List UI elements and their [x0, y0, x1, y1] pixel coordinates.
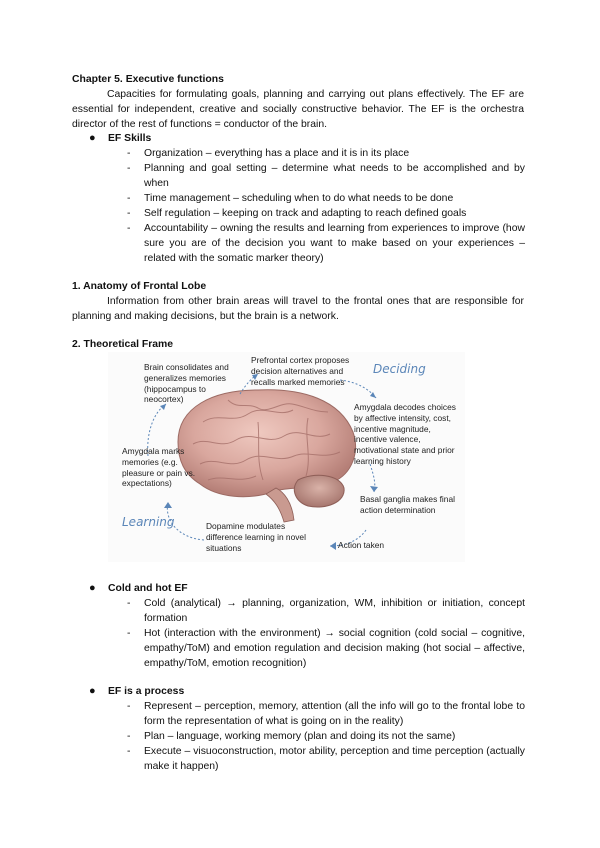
- deciding-label: Deciding: [373, 362, 426, 376]
- dash-icon: -: [127, 746, 131, 757]
- chapter-title: Chapter 5. Executive functions: [72, 74, 224, 85]
- action-taken-label: Action taken: [338, 540, 385, 550]
- list-item: Time management – scheduling when to do what needs to be done: [144, 193, 454, 204]
- dash-icon: -: [127, 701, 131, 712]
- amygdala-decodes-label: Amygdala decodes choices by affective intensity, cost, incentive magnitude, incentive valence, motivational state and prior learning history: [354, 402, 456, 466]
- process-heading: EF is a process: [108, 686, 185, 697]
- dash-icon: -: [127, 598, 131, 609]
- dash-icon: -: [127, 148, 131, 159]
- cold-hot-heading: Cold and hot EF: [108, 583, 188, 594]
- dopamine-label: Dopamine modulates difference learning in novel situations: [206, 521, 306, 553]
- list-item: Accountability – owning the results and learning from experiences to improve (how sure you are of the decision you want to make based on your experiences – related with the somatic marker theory): [144, 223, 525, 264]
- basal-ganglia-label: Basal ganglia makes final action determination: [360, 494, 455, 515]
- ef-skills-heading: EF Skills: [108, 133, 152, 144]
- brainstem-icon: [266, 488, 294, 522]
- list-item: Hot (interaction with the environment) → social cognition (cold social – cognitive, empathy/ToM) and emotion regulation and decision making (hot social – affective, empathy/ToM, emotion recognition): [144, 628, 525, 669]
- list-item: Represent – perception, memory, attention (all the info will go to the frontal lobe to form the representation of what is going on in the reality): [144, 701, 525, 727]
- dash-icon: -: [127, 731, 131, 742]
- learning-label: Learning: [122, 515, 175, 529]
- bullet-icon: ●: [89, 132, 96, 144]
- section-heading-theoretical: 2. Theoretical Frame: [72, 339, 174, 350]
- prefrontal-label: Prefrontal cortex proposes decision alternatives and recalls marked memories: [251, 355, 350, 387]
- list-item: Execute – visuoconstruction, motor ability, perception and time perception (actually make it happen): [144, 746, 525, 772]
- section-heading-anatomy: 1. Anatomy of Frontal Lobe: [72, 281, 207, 292]
- dash-icon: -: [127, 163, 131, 174]
- list-item: Plan – language, working memory (plan and doing its not the same): [144, 731, 456, 742]
- dash-icon: -: [127, 193, 131, 204]
- bullet-icon: ●: [89, 685, 96, 697]
- decision-learning-diagram: [108, 352, 465, 562]
- cerebellum-icon: [294, 475, 344, 507]
- list-item: Planning and goal setting – determine what needs to be accomplished and by when: [144, 163, 525, 189]
- brain-consolidates-label: Brain consolidates and generalizes memories (hippocampus to neocortex): [144, 362, 229, 405]
- dash-icon: -: [127, 208, 131, 219]
- list-item: Self regulation – keeping on track and adapting to reach defined goals: [144, 208, 467, 219]
- dash-icon: -: [127, 223, 131, 234]
- amygdala-marks-label: Amygdala marks memories (e.g. pleasure or pain vs. expectations): [122, 446, 196, 489]
- dash-icon: -: [127, 628, 131, 639]
- list-item: Organization – everything has a place and it is in its place: [144, 148, 410, 159]
- intro-paragraph: Capacities for formulating goals, planning and carrying out plans effectively. The EF are essential for independent, creative and socially constructive behavior. The EF is the orchestra director of the rest of functions = conductor of the brain.: [72, 89, 524, 130]
- section-body-anatomy: Information from other brain areas will travel to the frontal ones that are responsible for planning and making decisions, but the brain is a network.: [72, 296, 524, 322]
- bullet-icon: ●: [89, 582, 96, 594]
- list-item: Cold (analytical) → planning, organization, WM, inhibition or initiation, concept formation: [144, 598, 525, 624]
